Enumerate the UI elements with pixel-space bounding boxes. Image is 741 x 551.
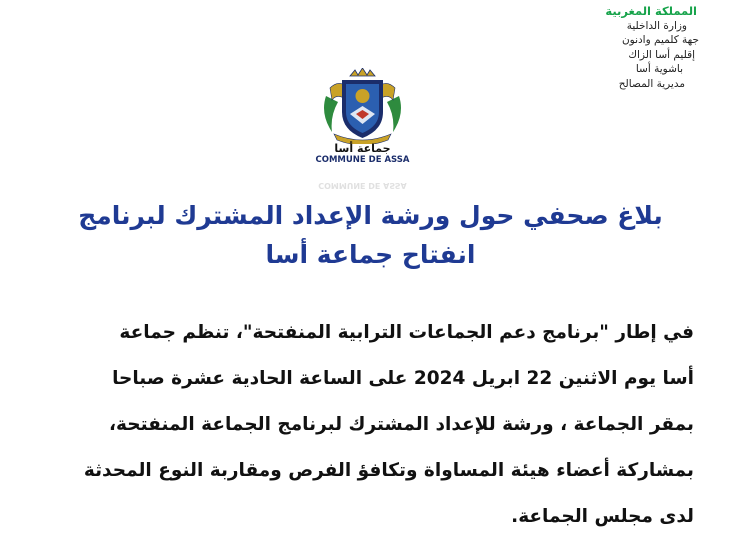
- body-line-5: لدى مجلس الجماعة.: [511, 506, 694, 527]
- region-line: جهة كلميم وادنون: [621, 34, 699, 46]
- pashalik-line: باشوية أسا: [635, 63, 683, 75]
- press-release-title: [40, 196, 701, 274]
- province-line: إقليم أسا الزاك: [628, 48, 695, 61]
- logo-french-name: COMMUNE DE ASSA: [315, 155, 410, 165]
- title-line-1: بلاغ صحفي حول ورشة الإعداد المشترك لبرنامج: [78, 201, 663, 230]
- body-line-1: في إطار "برنامج دعم الجماعات الترابية المنفتحة"، تنظم جماعة: [119, 322, 694, 343]
- title-line-2: انفتاح جماعة أسا: [265, 240, 476, 269]
- logo-reflection: COMMUNE DE ASSA: [318, 181, 407, 190]
- directorate-line: مديرية المصالح: [618, 77, 685, 90]
- body-line-3: بمقر الجماعة ، ورشة للإعداد المشترك لبرنامج الجماعة المنفتحة،: [109, 414, 694, 435]
- press-release-body: [56, 310, 694, 540]
- letterhead: [559, 4, 699, 91]
- kingdom-name: المملكة المغربية: [605, 4, 697, 18]
- logo-arabic-name: جماعة أسا: [334, 142, 391, 155]
- body-line-4: بمشاركة أعضاء هيئة المساواة وتكافؤ الفرص ومقاربة النوع المحدثة: [83, 460, 694, 481]
- body-line-2: أسا يوم الاثنين 22 ابريل 2024 على الساعة الحادية عشرة صباحا: [112, 368, 694, 389]
- ministry-line: وزارة الداخلية: [626, 19, 687, 32]
- commune-emblem-icon: [300, 68, 425, 144]
- commune-logo: [300, 68, 425, 192]
